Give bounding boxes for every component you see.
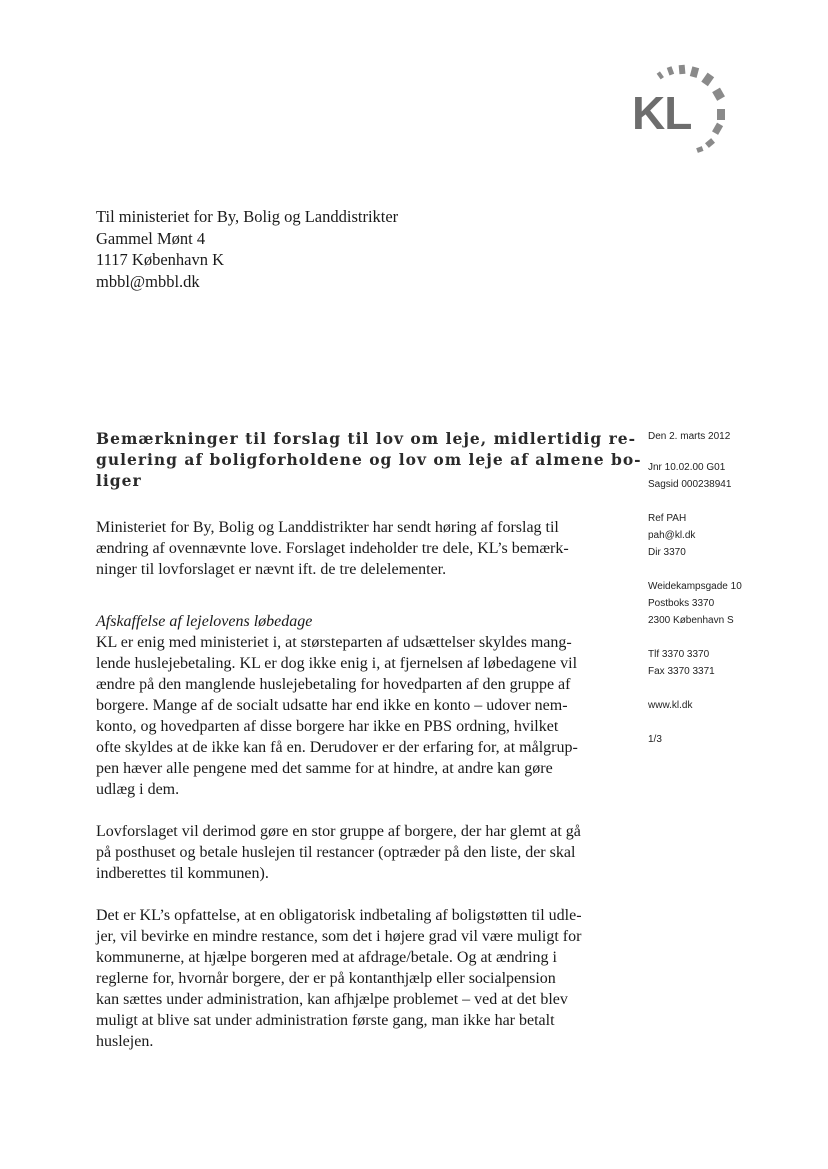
subject-line: gulering af boligforholdene og lov om leje af almene bo- <box>96 450 642 469</box>
recipient-address <box>96 206 398 292</box>
text-line: ofte skyldes at de ikke kan få en. Derudover er der erfaring for, at målgrup- <box>96 739 578 756</box>
website: www.kl.dk <box>648 700 693 711</box>
text-line: ændre på den manglende huslejebetaling for hovedparten af den gruppe af <box>96 676 571 693</box>
section-paragraph <box>96 611 616 800</box>
letter-subject <box>96 428 642 491</box>
text-line: lende huslejebetaling. KL er dog ikke enig i, at fjernelsen af løbedagene vil <box>96 655 578 672</box>
postal-city: 2300 København S <box>648 615 734 626</box>
text-line: ændring af ovennævnte love. Forslaget indeholder tre dele, KL’s bemærk- <box>96 540 569 557</box>
paragraph <box>96 821 616 884</box>
paragraph <box>96 905 616 1052</box>
text-line: borgere. Mange af de socialt udsatte har end ikke en konto – udover nem- <box>96 697 568 714</box>
kl-logo-text: KL <box>632 87 692 139</box>
text-line: ninger til lovforslaget er nævnt ift. de tre delelementer. <box>96 561 447 578</box>
text-line: reglerne for, hvornår borgere, der er på kontanthjælp eller socialpension <box>96 970 556 987</box>
fax: Fax 3370 3371 <box>648 666 715 677</box>
reference-sidebar <box>648 428 818 765</box>
text-line: Det er KL’s opfattelse, at en obligatorisk indbetaling af boligstøtten til udle- <box>96 907 582 924</box>
journal-number: Jnr 10.02.00 G01 <box>648 462 726 473</box>
text-line: indberettes til kommunen). <box>96 865 269 882</box>
text-line: Lovforslaget vil derimod gøre en stor gruppe af borgere, der har glemt at gå <box>96 823 581 840</box>
text-line: huslejen. <box>96 1033 154 1050</box>
page-number: 1/3 <box>648 734 662 745</box>
phone: Tlf 3370 3370 <box>648 649 710 660</box>
text-line: pen hæver alle pengene med det samme for at hindre, at andre kan gøre <box>96 760 553 777</box>
text-line: jer, vil bevirke en mindre restance, som det i højere grad vil være muligt for <box>96 928 582 945</box>
recipient-email: mbbl@mbbl.dk <box>96 271 200 291</box>
postbox: Postboks 3370 <box>648 598 715 609</box>
section-heading: Afskaffelse af lejelovens løbedage <box>96 613 313 630</box>
text-line: KL er enig med ministeriet i, at størsteparten af udsættelser skyldes mang- <box>96 634 572 651</box>
reference: Ref PAH <box>648 513 687 524</box>
recipient-line: Gammel Mønt 4 <box>96 228 206 248</box>
street-address: Weidekampsgade 10 <box>648 581 742 592</box>
direct-phone: Dir 3370 <box>648 547 686 558</box>
text-line: muligt at blive sat under administration første gang, man ikke har betalt <box>96 1012 555 1029</box>
recipient-line: Til ministeriet for By, Bolig og Landdistrikter <box>96 207 399 226</box>
text-line: Ministeriet for By, Bolig og Landdistrikter har sendt høring af forslag til <box>96 519 559 536</box>
letter-body <box>96 517 616 1073</box>
intro-paragraph <box>96 517 616 580</box>
text-line: kan sættes under administration, kan afhjælpe problemet – ved at det blev <box>96 991 568 1008</box>
subject-line: liger <box>96 471 142 490</box>
case-id: Sagsid 000238941 <box>648 479 732 490</box>
text-line: konto, og hovedparten af disse borgere har ikke en PBS ordning, hvilket <box>96 718 559 735</box>
contact-email: pah@kl.dk <box>648 530 696 541</box>
text-line: udlæg i dem. <box>96 781 180 798</box>
text-line: på posthuset og betale huslejen til restancer (optræder på den liste, der skal <box>96 844 576 861</box>
text-line: kommunerne, at hjælpe borgeren med at afdrage/betale. Og at ændring i <box>96 949 557 966</box>
kl-logo <box>628 62 738 162</box>
recipient-line: 1117 København K <box>96 250 225 269</box>
letter-date: Den 2. marts 2012 <box>648 431 731 442</box>
subject-line: Bemærkninger til forslag til lov om leje, midlertidig re- <box>96 429 637 448</box>
